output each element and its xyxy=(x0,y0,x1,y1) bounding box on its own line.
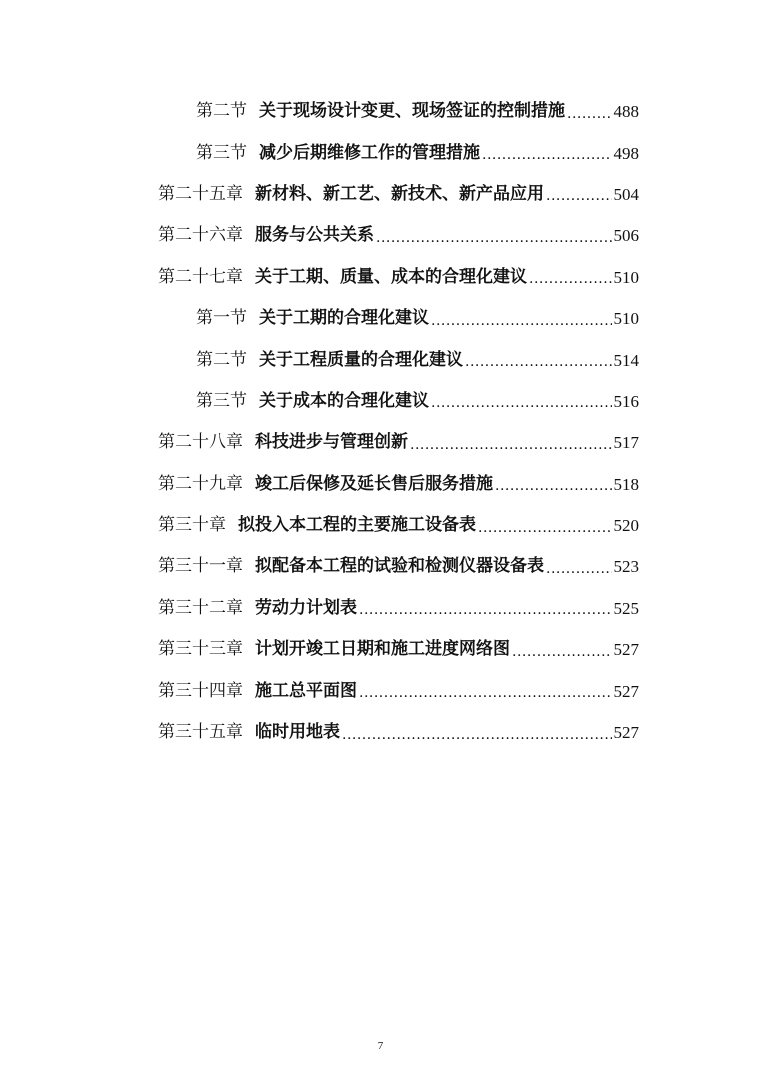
toc-entry-title: 计划开竣工日期和施工进度网络图 xyxy=(255,639,510,660)
toc-entry-page: 504 xyxy=(613,184,639,204)
toc-entry-label: 第三节 xyxy=(196,142,247,163)
dot-leader xyxy=(359,603,612,617)
toc-entry-page: 517 xyxy=(613,433,639,453)
toc-entry-page: 516 xyxy=(613,391,639,411)
toc-entry-page: 525 xyxy=(613,598,639,618)
toc-entry-page: 527 xyxy=(613,681,639,701)
toc-entry-label: 第三十二章 xyxy=(158,597,243,618)
dot-leader xyxy=(359,686,612,700)
dot-leader xyxy=(512,645,612,659)
toc-entry-title: 拟配备本工程的试验和检测仪器设备表 xyxy=(255,556,544,577)
dot-leader xyxy=(546,189,612,203)
toc-entry-label: 第二十七章 xyxy=(158,266,243,287)
dot-leader xyxy=(482,148,612,162)
toc-entry-label: 第二十五章 xyxy=(158,183,243,204)
toc-entry[interactable] xyxy=(0,298,639,339)
toc-entry-title: 关于现场设计变更、现场签证的控制措施 xyxy=(259,101,565,122)
toc-entry-page: 520 xyxy=(613,516,639,536)
dot-leader xyxy=(431,314,612,328)
dot-leader xyxy=(546,562,612,576)
dot-leader xyxy=(342,728,612,742)
toc-entry[interactable] xyxy=(0,588,639,629)
toc-entry-page: 506 xyxy=(613,226,639,246)
toc-entry[interactable] xyxy=(0,339,639,380)
toc-entry-page: 510 xyxy=(613,267,639,287)
dot-leader xyxy=(567,107,612,121)
toc-entry[interactable] xyxy=(0,629,639,670)
toc-entry-page: 514 xyxy=(613,350,639,370)
toc-entry-title: 拟投入本工程的主要施工设备表 xyxy=(238,515,476,536)
dot-leader xyxy=(431,396,612,410)
toc-entry[interactable] xyxy=(0,464,639,505)
toc-entry-label: 第二节 xyxy=(196,101,247,122)
toc-entry[interactable] xyxy=(0,91,639,132)
toc-entry-label: 第三节 xyxy=(196,390,247,411)
toc-entry-page: 527 xyxy=(613,640,639,660)
toc-entry[interactable] xyxy=(0,712,639,753)
toc-entry-title: 关于工期的合理化建议 xyxy=(259,308,429,329)
toc-entry[interactable] xyxy=(0,132,639,173)
toc-entry-title: 关于工期、质量、成本的合理化建议 xyxy=(255,266,527,287)
toc-entry-page: 527 xyxy=(613,723,639,743)
dot-leader xyxy=(376,231,612,245)
toc-entry-label: 第三十章 xyxy=(158,515,226,536)
toc-entry[interactable] xyxy=(0,422,639,463)
toc-entry-title: 科技进步与管理创新 xyxy=(255,432,408,453)
dot-leader xyxy=(410,438,612,452)
toc-entry-label: 第三十一章 xyxy=(158,556,243,577)
toc-entry-title: 劳动力计划表 xyxy=(255,597,357,618)
toc-entry-page: 498 xyxy=(613,143,639,163)
toc-entry[interactable] xyxy=(0,257,639,298)
toc-entry-title: 临时用地表 xyxy=(255,722,340,743)
toc-entry-page: 488 xyxy=(613,102,639,122)
toc-entry[interactable] xyxy=(0,174,639,215)
toc-entry-title: 竣工后保修及延长售后服务措施 xyxy=(255,473,493,494)
toc-entry-title: 关于工程质量的合理化建议 xyxy=(259,349,463,370)
toc-entry-page: 510 xyxy=(613,309,639,329)
toc-entry-label: 第三十三章 xyxy=(158,639,243,660)
toc-entry-label: 第二十六章 xyxy=(158,225,243,246)
toc-entry-label: 第二十八章 xyxy=(158,432,243,453)
page-number: 7 xyxy=(377,1040,384,1052)
toc-entry-label: 第三十五章 xyxy=(158,722,243,743)
toc-entry-label: 第三十四章 xyxy=(158,680,243,701)
toc-entry-title: 新材料、新工艺、新技术、新产品应用 xyxy=(255,183,544,204)
toc-entry-label: 第一节 xyxy=(196,308,247,329)
toc-entry-label: 第二节 xyxy=(196,349,247,370)
toc-entry-label: 第二十九章 xyxy=(158,473,243,494)
toc-entry[interactable] xyxy=(0,505,639,546)
toc-entry[interactable] xyxy=(0,381,639,422)
toc-entry-title: 施工总平面图 xyxy=(255,680,357,701)
toc-entry-title: 关于成本的合理化建议 xyxy=(259,390,429,411)
toc-entry-page: 523 xyxy=(613,557,639,577)
toc-entry-page: 518 xyxy=(613,474,639,494)
dot-leader xyxy=(529,272,612,286)
toc-entry[interactable] xyxy=(0,215,639,256)
toc-entry-title: 减少后期维修工作的管理措施 xyxy=(259,142,480,163)
toc-entry[interactable] xyxy=(0,546,639,587)
dot-leader xyxy=(465,355,612,369)
dot-leader xyxy=(495,479,612,493)
dot-leader xyxy=(478,521,612,535)
table-of-contents xyxy=(0,91,761,753)
toc-entry[interactable] xyxy=(0,670,639,711)
toc-entry-title: 服务与公共关系 xyxy=(255,225,374,246)
